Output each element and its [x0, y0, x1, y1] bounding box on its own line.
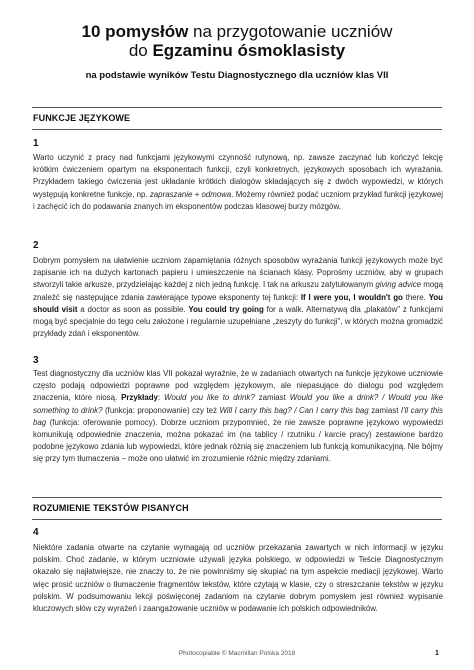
title-bold: 10 pomysłów	[81, 22, 189, 41]
paragraph-3: Test diagnostyczny dla uczniów klas VII pokazał wyraźnie, że w zadaniach otwartych na funkcje językowe uczniowie często podają odpowiedzi poprawne pod względem językowym, ale niepasujące do dialogu pod względem znaczenia, które niosą. Przykłady: Would you like to drink? zamiast Would you like a drink? / Would you like something to drink? (funkcja: proponowanie) czy też Will I carry this bag? / Can I carry this bag zamiast I'll carry this bag (funkcja: oferowanie pomocy). Dobrze uczniom przypomnieć, że nie zawsze poprawne językowo wypowiedzi komunikują odpowiednie znaczenia, można pokazać im (na tablicy / rzutniku / karcie pracy) zestawione bardzo podobne językowo zdania lub wypowiedzi, które jednak różnią się znaczeniem lub funkcją komunikacyjną. Nie bójmy się przy tym tłumaczenia – może ono ułatwić im zrozumienie różnic między zdaniami.	[33, 369, 444, 464]
item-number-2: 2	[33, 240, 39, 251]
page-footer: Photocopiable © Macmillan Polska 2018	[178, 650, 296, 657]
title-rest: na przygotowanie uczniów	[188, 22, 393, 41]
page-title-line-1	[0, 23, 474, 41]
page-number: 1	[435, 650, 439, 657]
title-pre: do	[128, 41, 153, 60]
section-divider	[32, 497, 442, 498]
item-number-4: 4	[33, 527, 39, 538]
page-subtitle: na podstawie wyników Testu Diagnostycznego dla uczniów klas VII	[85, 70, 389, 81]
paragraph-2: Dobrym pomysłem na ułatwienie uczniom zapamiętania różnych sposobów wyrażania funkcji językowych może być zapisanie ich na dużych kartonach papieru i umieszczenie na ścianach klasy. Poprośmy uczniów, aby w grupach stworzyli takie arkusze, przydzielając każdej z nich jedną funkcję. I tak na arkuszu zatytułowanym giving advice mogą znaleźć się następujące zdania zawierające typowe eksponenty tej funkcji: If I were you, I wouldn't go there. You should visit a doctor as soon as possible. You could try going for a walk. Alternatywą dla „plakatów" z funkcjami mogą być specjalnie do tego celu założone i regularnie uzupełniane „zeszyty do funkcji", w których można gromadzić przykłady zdań i eksponentów.	[33, 256, 444, 339]
section-divider	[32, 519, 442, 520]
section-divider	[32, 129, 442, 130]
page-title-line-2	[0, 42, 474, 60]
item-number-3: 3	[33, 355, 39, 366]
section-heading-reading: ROZUMIENIE TEKSTÓW PISANYCH	[33, 503, 189, 513]
paragraph-1: Warto uczynić z pracy nad funkcjami językowymi czynność rutynową, np. zawsze zaczynać lub kończyć lekcję krótkim ćwiczeniem opartym na eksponentach funkcji, czyli konkretnych, językowych sposobach ich wyrażania. Przykładem takiego ćwiczenia jest układanie krótkich dialogów składających się z dwóch wypowiedzi, w których występują konkretne funkcje, np. zapraszanie + odmowa. Możemy również podać uczniom przykład funkcji językowej i zachęcić ich do podawania znanych im eksponentów podczas klasowej burzy mózgów.	[33, 153, 443, 211]
item-number-1: 1	[33, 138, 39, 149]
section-divider	[32, 107, 442, 108]
section-heading-functions: FUNKCJE JĘZYKOWE	[33, 113, 131, 123]
paragraph-4: Niektóre zadania otwarte na czytanie wymagają od uczniów przekazania zawartych w nich informacji w języku polskim. Choć zadanie, w którym uczniowie używali języka polskiego, w odpowiedzi w Teście Diagnostycznym okazało się najłatwiejsze, nie znaczy to, że nie powinniśmy się skupiać na tym aspekcie mediacji językowej. Warto więc prosić uczniów o tłumaczenie fragmentów tekstów, które czytają w klasie, czy o streszczanie tekstów w języku polskim. W podsumowaniu lekcji poświęconej zadaniom na czytanie dobrym pomysłem jest również wypisanie kluczowych słów czy wyrażeń i zaangażowanie uczniów w podawanie ich polskich odpowiedników.	[33, 543, 443, 614]
title-bold-2: Egzaminu ósmoklasisty	[152, 41, 346, 60]
